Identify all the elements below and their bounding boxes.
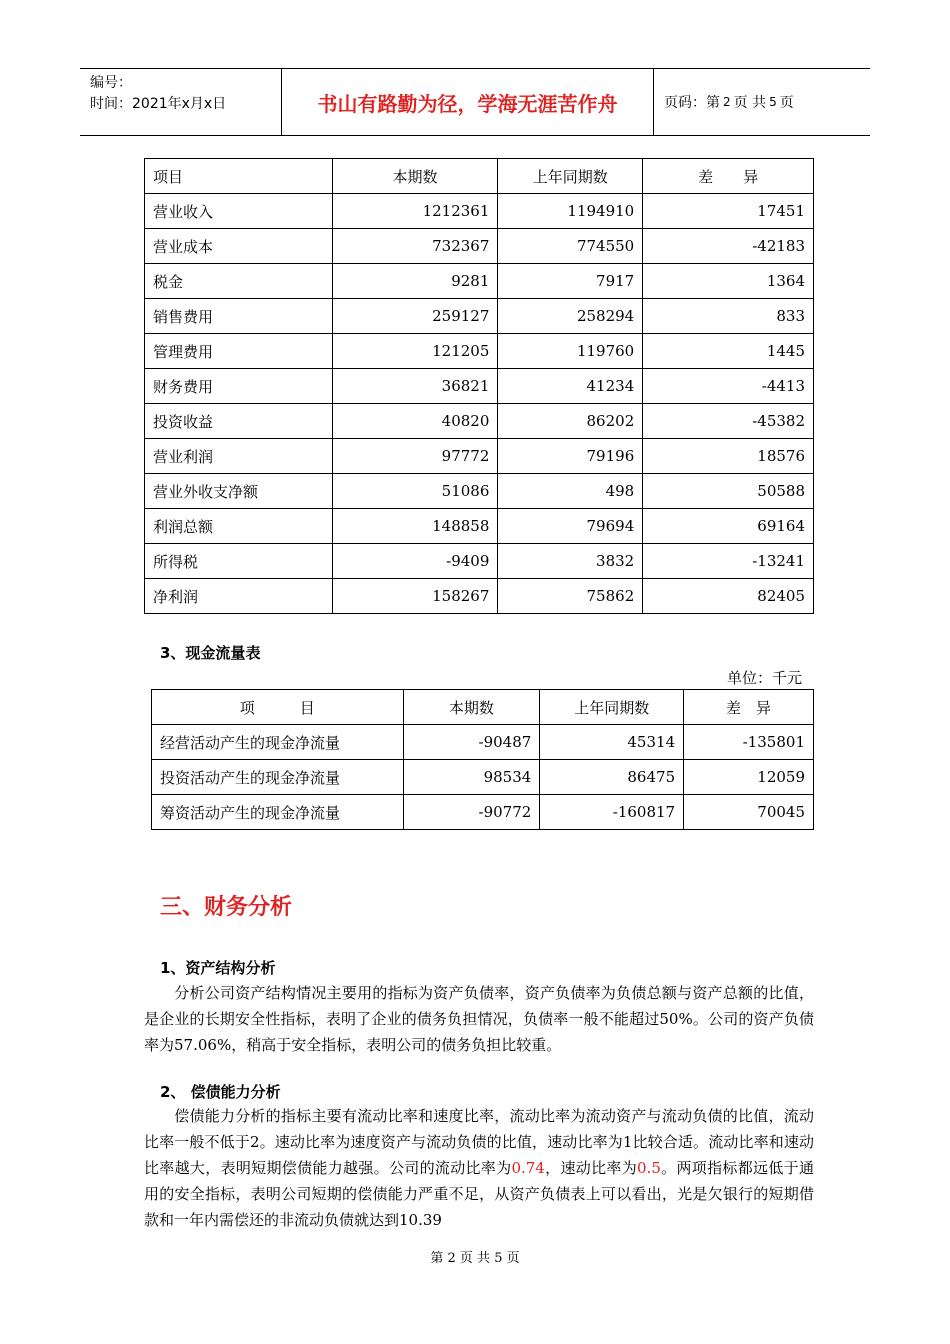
cashflow-cell: 12059 [684,760,814,795]
cashflow-header-cell: 上年同期数 [540,690,684,725]
income-cell: 1364 [643,264,814,299]
income-cell: -9409 [332,544,498,579]
cashflow-cell: -135801 [684,725,814,760]
cashflow-row-label: 筹资活动产生的现金净流量 [152,795,404,830]
income-header-row [145,159,814,194]
income-cell: 75862 [498,579,643,614]
cashflow-row [152,760,814,795]
cashflow-row [152,725,814,760]
analysis-title: 三、财务分析 [160,895,293,920]
cashflow-row-label: 投资活动产生的现金净流量 [152,760,404,795]
income-cell: -45382 [643,404,814,439]
cashflow-cell: -160817 [540,795,684,830]
income-row-label: 营业收入 [145,194,333,229]
income-row-label: 投资收益 [145,404,333,439]
income-row-label: 营业外收支净额 [145,474,333,509]
income-header-cell: 上年同期数 [498,159,643,194]
income-row [145,334,814,369]
quick-ratio-value: 0.5 [637,1159,661,1177]
income-cell: 69164 [643,509,814,544]
income-header-cell: 项目 [145,159,333,194]
header-motto: 书山有路勤为径，学海无涯苦作舟 [282,69,654,135]
cashflow-header-cell: 项 目 [152,690,404,725]
income-cell: 51086 [332,474,498,509]
income-cell: 258294 [498,299,643,334]
income-cell: 148858 [332,509,498,544]
income-row-label: 销售费用 [145,299,333,334]
cashflow-header-cell: 差 异 [684,690,814,725]
income-header-cell: 本期数 [332,159,498,194]
cashflow-cell: 98534 [403,760,540,795]
income-row [145,299,814,334]
income-cell: 41234 [498,369,643,404]
income-cell: 259127 [332,299,498,334]
income-cell: 82405 [643,579,814,614]
income-row [145,194,814,229]
income-cell: 86202 [498,404,643,439]
cashflow-row [152,795,814,830]
cashflow-cell: 70045 [684,795,814,830]
income-row-label: 所得税 [145,544,333,579]
page-indicator: 页码：第 2 页 共 5 页 [664,95,794,111]
income-cell: 7917 [498,264,643,299]
page-total: 5 [769,95,777,109]
section1-title: 1、资产结构分析 [160,959,276,977]
income-cell: 1194910 [498,194,643,229]
cashflow-row-label: 经营活动产生的现金净流量 [152,725,404,760]
cashflow-header-row [152,690,814,725]
current-ratio-value: 0.74 [511,1159,545,1177]
cashflow-cell: 86475 [540,760,684,795]
cashflow-table [151,689,814,830]
number-label: 编号： [90,75,132,91]
income-row [145,509,814,544]
income-row [145,264,814,299]
section2-title: 2、 偿债能力分析 [160,1083,281,1101]
income-row [145,544,814,579]
section2-paragraph: 偿债能力分析的指标主要有流动比率和速度比率，流动比率为流动资产与流动负债的比值，流动比率一般不低于2。速动比率为速度资产与流动负债的比值，速动比率为1比较合适。流动比率和速动比率越大，表明短期偿债能力越强。公司的流动比率为0.74，速动比率为0.5。两项指标都远低于通用的安全指标，表明公司短期的偿债能力严重不足，从资产负债表上可以看出，光是欠银行的短期借款和一年内需偿还的非流动负债就达到10.39 [144,1107,814,1229]
income-cell: 774550 [498,229,643,264]
cashflow-cell: -90487 [403,725,540,760]
income-row [145,474,814,509]
cashflow-cell: -90772 [403,795,540,830]
income-cell: -13241 [643,544,814,579]
income-row [145,229,814,264]
header-meta [80,69,282,135]
income-cell: 498 [498,474,643,509]
cash-section-title: 3、现金流量表 [160,644,261,662]
income-cell: -42183 [643,229,814,264]
income-cell: 79196 [498,439,643,474]
income-row-label: 营业利润 [145,439,333,474]
income-header-cell: 差 异 [643,159,814,194]
cashflow-cell: 45314 [540,725,684,760]
income-row-label: 税金 [145,264,333,299]
income-row-label: 利润总额 [145,509,333,544]
income-row [145,404,814,439]
income-cell: 50588 [643,474,814,509]
income-row [145,439,814,474]
income-cell: 121205 [332,334,498,369]
income-cell: 18576 [643,439,814,474]
income-cell: 97772 [332,439,498,474]
time-label: 时间：2021年x月x日 [90,96,227,112]
income-cell: 1445 [643,334,814,369]
income-row-label: 财务费用 [145,369,333,404]
page-footer: 第 2 页 共 5 页 [430,1251,520,1266]
income-row [145,579,814,614]
income-cell: 3832 [498,544,643,579]
income-row-label: 营业成本 [145,229,333,264]
income-cell: 36821 [332,369,498,404]
income-cell: 17451 [643,194,814,229]
income-cell: 9281 [332,264,498,299]
income-cell: -4413 [643,369,814,404]
income-cell: 158267 [332,579,498,614]
income-cell: 732367 [332,229,498,264]
page-number: 2 [723,95,731,109]
income-table [144,158,814,614]
income-row-label: 净利润 [145,579,333,614]
income-row [145,369,814,404]
section1-paragraph: 分析公司资产结构情况主要用的指标为资产负债率，资产负债率为负债总额与资产总额的比值，是企业的长期安全性指标，表明了企业的债务负担情况，负债率一般不能超过50%。公司的资产负债率为57.06%，稍高于安全指标，表明公司的债务负担比较重。 [144,984,814,1054]
income-cell: 79694 [498,509,643,544]
page-header [80,68,870,136]
unit-label: 单位：千元 [726,669,802,687]
income-row-label: 管理费用 [145,334,333,369]
income-cell: 833 [643,299,814,334]
income-cell: 40820 [332,404,498,439]
income-cell: 119760 [498,334,643,369]
cashflow-header-cell: 本期数 [403,690,540,725]
income-cell: 1212361 [332,194,498,229]
